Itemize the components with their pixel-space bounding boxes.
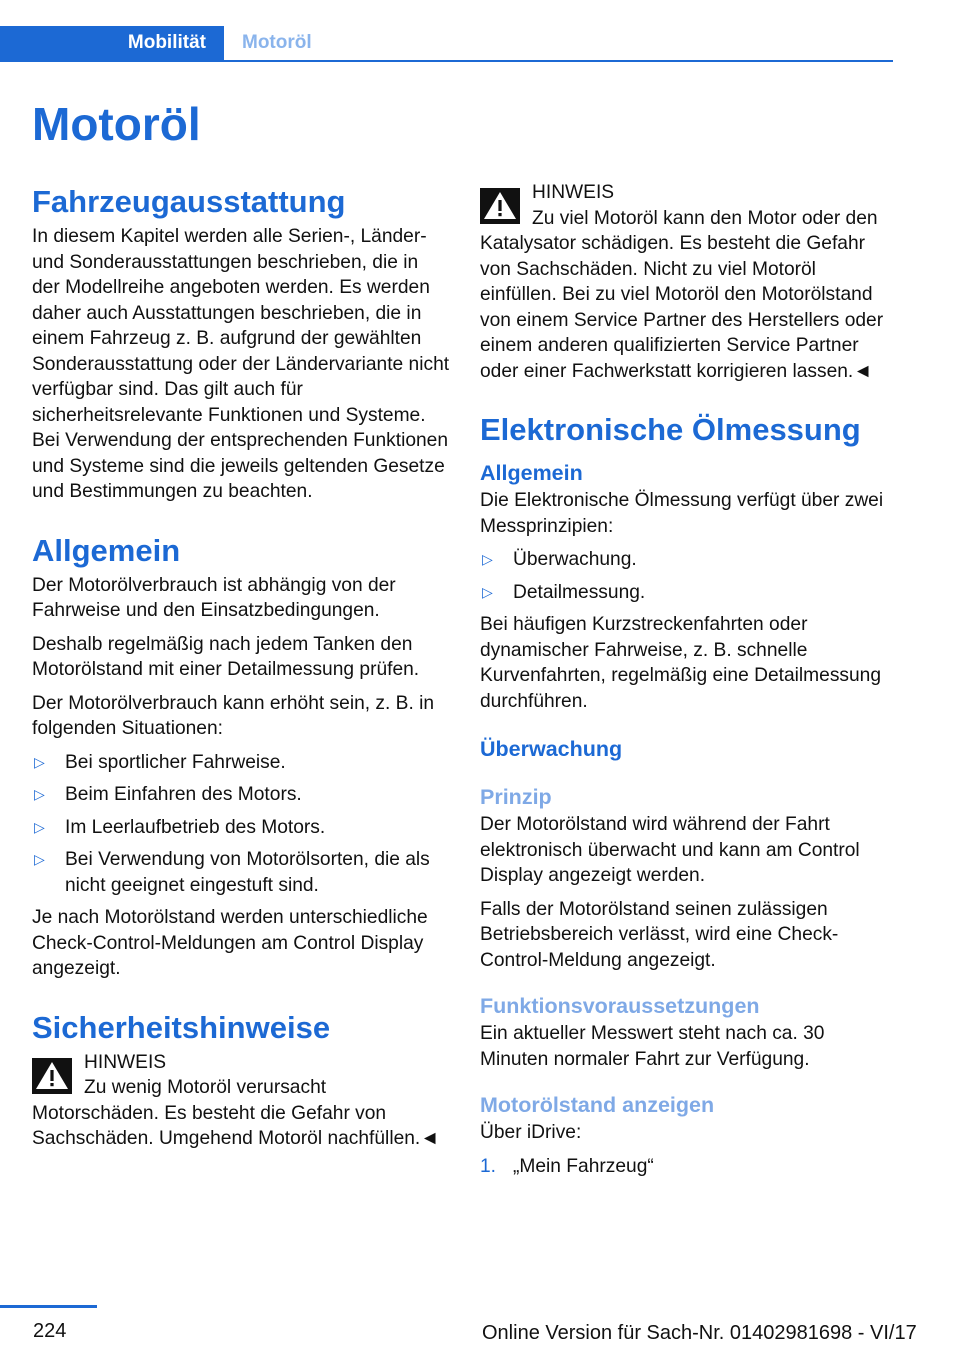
list-item [480, 580, 898, 606]
left-column [32, 180, 450, 1160]
bullet-list [32, 750, 450, 899]
paragraph: Ein aktueller Messwert steht nach ca. 30 Minuten normaler Fahrt zur Verfügung. [480, 1023, 825, 1070]
section-title-allgemein: Allgemein [32, 532, 181, 568]
warning-box [32, 1050, 450, 1152]
paragraph: In diesem Kapitel werden alle Serien-, Länder- und Sonderausstattungen beschrieben, die in der Modellreihe angeboten werden. Es werden daher auch Ausstattungen beschrieben, die in einem Fahrzeug z. B. aufgrund der gewählten Sonderausstattung oder der Ländervariante nicht verfügbar sind. Das gilt auch für sicherheitsrelevante Funktionen und Systeme. Bei Verwendung der entsprechenden Funktionen und Systeme sind die jeweils geltenden Gesetze und Bestimmungen zu beachten. [32, 226, 450, 502]
triangle-bullet-icon: ▷ [34, 851, 45, 867]
section-title-sicherheitshinweise: Sicherheitshinweise [32, 1009, 331, 1045]
paragraph: Bei häufigen Kurzstreckenfahrten oder dynamischer Fahrweise, z. B. schnelle Kurvenfahrten, regelmäßig eine Detailmessung durchführen. [480, 614, 882, 712]
bullet-list [480, 547, 898, 605]
section-title-fahrzeugausstattung: Fahrzeugausstattung [32, 184, 346, 219]
list-item [32, 847, 450, 898]
triangle-bullet-icon: ▷ [482, 583, 493, 600]
numbered-list [480, 1154, 898, 1180]
paragraph: Deshalb regelmäßig nach jedem Tanken den Motorölstand mit einer Detailmessung prüfen. [32, 633, 420, 680]
page-number: 224 [33, 1320, 67, 1342]
list-item [32, 750, 450, 776]
triangle-bullet-icon: ▷ [34, 818, 45, 835]
subsection-title-motoroelstand-anzeigen: Motorölstand anzeigen [480, 1093, 715, 1117]
paragraph: Falls der Motorölstand seinen zulässigen Betriebsbereich verlässt, wird eine Check-Control-Meldung angezeigt. [480, 898, 839, 971]
section-title-elektronische-oelmessung: Elektronische Ölmessung [480, 412, 861, 447]
tab-mobilitaet[interactable]: Mobilität [0, 26, 224, 60]
warning-label: HINWEIS [532, 182, 615, 203]
list-item-text: „Mein Fahrzeug“ [513, 1155, 654, 1177]
list-item-text: Bei Verwendung von Motorölsorten, die als nicht geeignet eingestuft sind. [65, 849, 430, 896]
warning-text: Zu viel Motoröl kann den Motor oder den Katalysator schädigen. Es besteht die Gefahr von Sachschäden. Nicht zu viel Motoröl einfüllen. Bei zu viel Motoröl den Motorölstand von einem Service Partner des Herstellers oder einem anderen qualifizierten Service Partner oder einer Fachwerkstatt korrigieren lassen.◄ [480, 207, 884, 382]
subsection-title-ueberwachung: Überwachung [480, 737, 623, 761]
paragraph: Der Motorölverbrauch kann erhöht sein, z. B. in folgenden Situationen: [32, 692, 435, 739]
warning-label: HINWEIS [84, 1051, 167, 1073]
subsection-title-funktionsvoraussetzungen: Funktionsvoraussetzungen [480, 994, 760, 1018]
warning-text: Zu wenig Motoröl verursacht Motorschäden. Es besteht die Gefahr von Sachschäden. Umgehend Motoröl nachfüllen.◄ [32, 1077, 440, 1149]
list-item [32, 782, 450, 808]
subsection-title-prinzip: Prinzip [480, 785, 552, 809]
list-item-text: Überwachung. [513, 549, 637, 570]
list-item [480, 1154, 898, 1180]
footer-online-version: Online Version für Sach-Nr. 01402981698 - VI/17 [482, 1322, 917, 1344]
warning-triangle-icon [32, 1058, 72, 1094]
list-item-text: Detailmessung. [513, 581, 646, 603]
warning-triangle-icon [480, 188, 520, 224]
paragraph: Der Motorölstand wird während der Fahrt elektronisch überwacht und kann am Control Display angezeigt werden. [480, 814, 860, 886]
subsection-title-allgemein: Allgemein [480, 461, 583, 485]
right-column [480, 180, 898, 1186]
paragraph: Je nach Motorölstand werden unterschiedliche Check-Control-Meldungen am Control Display angezeigt. [32, 907, 428, 979]
list-item [32, 815, 450, 841]
footer-rule [0, 1305, 97, 1308]
list-item-text: Beim Einfahren des Motors. [65, 784, 302, 805]
paragraph: Die Elektronische Ölmessung verfügt über zwei Messprinzipien: [480, 490, 884, 537]
triangle-bullet-icon: ▷ [34, 786, 45, 802]
triangle-bullet-icon: ▷ [34, 753, 45, 770]
step-number: 1. [480, 1155, 497, 1177]
list-item [480, 547, 898, 573]
list-item-text: Bei sportlicher Fahrweise. [65, 751, 286, 773]
paragraph: Über iDrive: [480, 1122, 582, 1143]
list-item-text: Im Leerlaufbetrieb des Motors. [65, 816, 326, 838]
header-tabbar [0, 26, 893, 62]
triangle-bullet-icon: ▷ [482, 551, 493, 567]
tab-motoroel[interactable]: Motoröl [242, 32, 312, 53]
chapter-title: Motoröl [32, 98, 201, 150]
warning-box [480, 180, 898, 384]
paragraph: Der Motorölverbrauch ist abhängig von der Fahrweise und den Einsatzbedingungen. [32, 574, 396, 621]
